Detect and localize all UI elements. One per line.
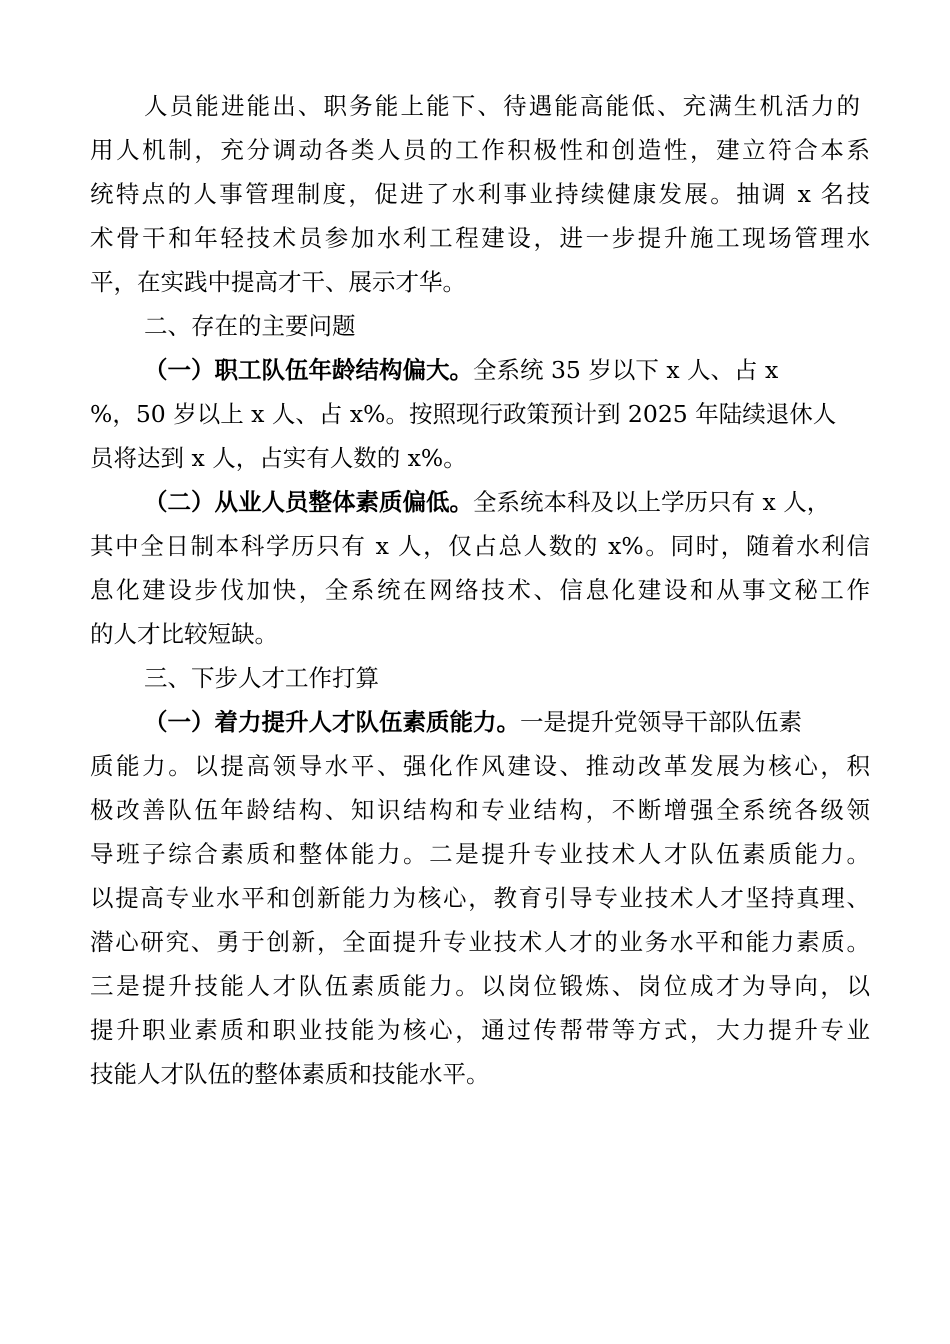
section-heading: 二、存在的主要问题 — [144, 312, 356, 340]
paragraph-line: 技能人才队伍的整体素质和技能水平。 — [90, 1060, 490, 1088]
paragraph-line: %，50 岁以上 x 人、占 x%。按照现行政策预计到 2025 年陆续退休人 — [90, 400, 837, 428]
paragraph-line — [144, 480, 870, 524]
paragraph-line: 极改善队伍年龄结构、知识结构和专业结构，不断增强全系统各级领 — [90, 796, 870, 824]
subsection-heading: （一）着力提升人才队伍素质能力。 — [144, 708, 520, 736]
paragraph-line: 的人才比较短缺。 — [90, 620, 278, 648]
paragraph-line: 统特点的人事管理制度，促进了水利事业持续健康发展。抽调 x 名技 — [90, 180, 870, 208]
paragraph-line: 其中全日制本科学历只有 x 人，仅占总人数的 x%。同时，随着水利信 — [90, 532, 870, 560]
paragraph-line: 质能力。以提高领导水平、强化作风建设、推动改革发展为核心，积 — [90, 752, 870, 780]
paragraph-line: 人员能进能出、职务能上能下、待遇能高能低、充满生机活力的 — [144, 92, 860, 120]
subsection-heading: （二）从业人员整体素质偏低。 — [144, 488, 473, 516]
section-heading: 三、下步人才工作打算 — [144, 664, 379, 692]
paragraph-line: 导班子综合素质和整体能力。二是提升专业技术人才队伍素质能力。 — [90, 840, 870, 868]
paragraph-line: 员将达到 x 人，占实有人数的 x%。 — [90, 444, 467, 472]
paragraph-line: 术骨干和年轻技术员参加水利工程建设，进一步提升施工现场管理水 — [90, 224, 870, 252]
paragraph-line: 以提高专业水平和创新能力为核心，教育引导专业技术人才坚持真理、 — [90, 884, 870, 912]
paragraph-line — [144, 700, 860, 744]
paragraph-text: 一是提升党领导干部队伍素 — [520, 708, 802, 736]
paragraph-line: 平，在实践中提高才干、展示才华。 — [90, 268, 466, 296]
paragraph-line — [144, 348, 860, 392]
paragraph-line: 提升职业素质和职业技能为核心，通过传帮带等方式，大力提升专业 — [90, 1016, 870, 1044]
paragraph-text: 全系统 35 岁以下 x 人、占 x — [473, 356, 779, 384]
paragraph-text: 全系统本科及以上学历只有 x 人， — [473, 488, 831, 516]
paragraph-line: 三是提升技能人才队伍素质能力。以岗位锻炼、岗位成才为导向，以 — [90, 972, 870, 1000]
paragraph-line: 用人机制，充分调动各类人员的工作积极性和创造性，建立符合本系 — [90, 136, 870, 164]
paragraph-line: 息化建设步伐加快，全系统在网络技术、信息化建设和从事文秘工作 — [90, 576, 870, 604]
paragraph-line: 潜心研究、勇于创新，全面提升专业技术人才的业务水平和能力素质。 — [90, 928, 870, 956]
subsection-heading: （一）职工队伍年龄结构偏大。 — [144, 356, 473, 384]
